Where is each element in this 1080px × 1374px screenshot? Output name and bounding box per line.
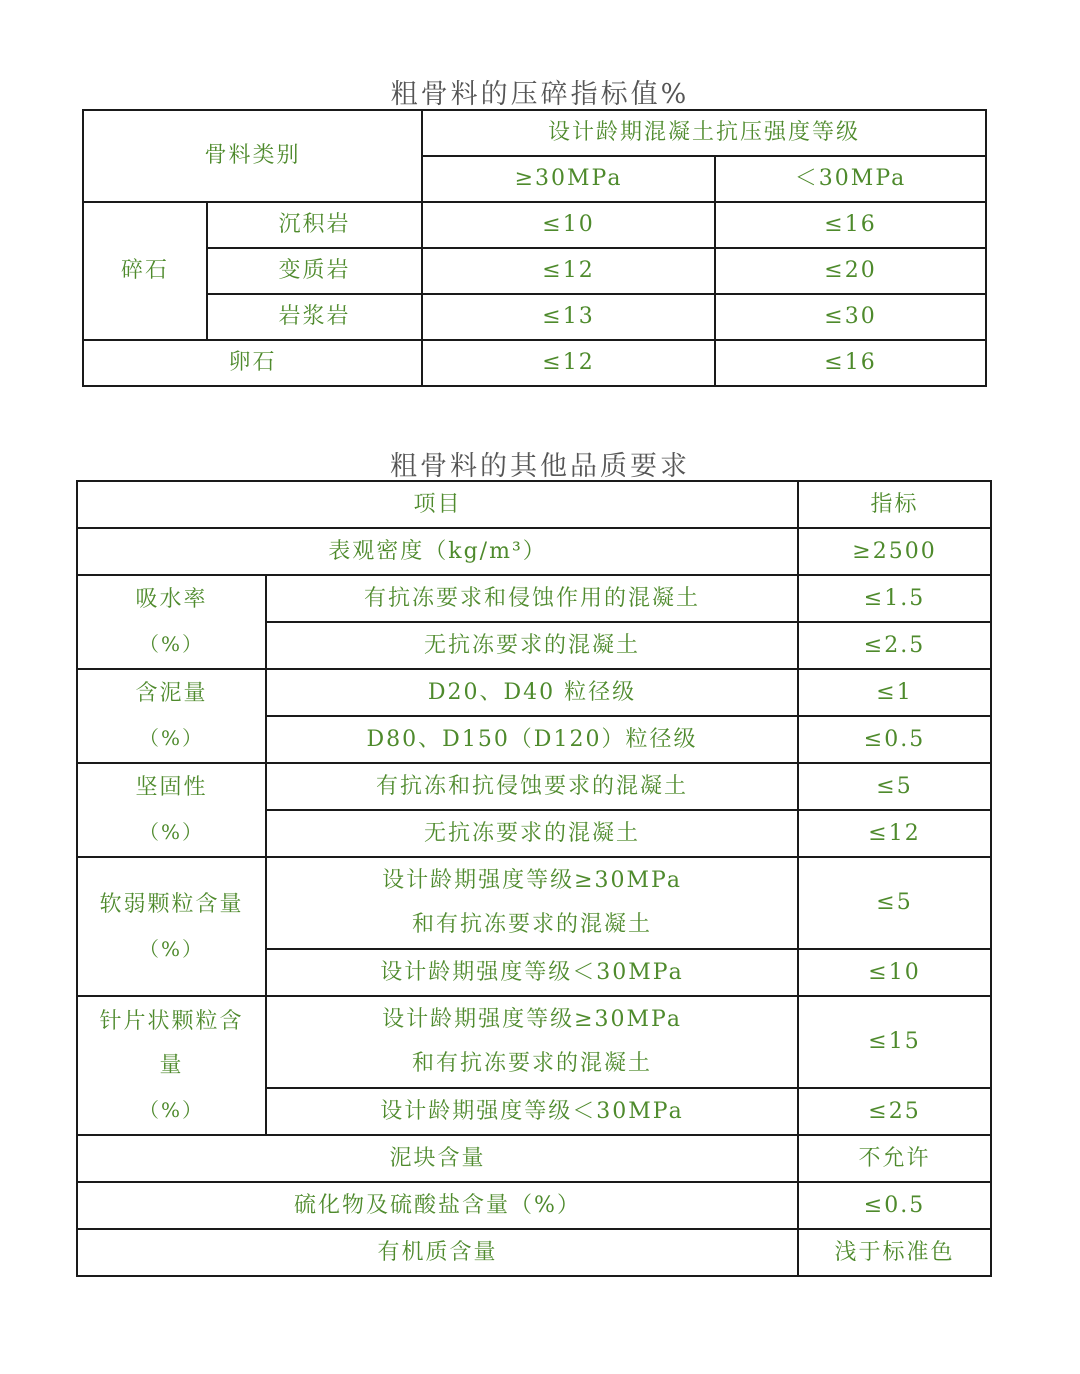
condition-line: 和有抗冻要求的混凝土 <box>412 1051 653 1076</box>
table-row <box>77 669 991 716</box>
header-high-strength: ≥30MPa <box>422 156 715 202</box>
header-strength-grade: 设计龄期混凝土抗压强度等级 <box>422 110 986 156</box>
table-row <box>77 763 991 810</box>
quality-table-title: 粗骨料的其他品质要求 <box>390 451 690 482</box>
value-cell: ≤16 <box>715 202 986 248</box>
table-row <box>77 1182 991 1229</box>
table-row <box>77 528 991 575</box>
value-cell: ≤10 <box>422 202 715 248</box>
table-row <box>77 857 991 949</box>
value-cell: 不允许 <box>798 1135 991 1182</box>
value-cell: ≤15 <box>798 996 991 1088</box>
condition-cell: 设计龄期强度等级＜30MPa <box>266 1088 798 1135</box>
table-row <box>83 294 986 340</box>
condition-cell: 设计龄期强度等级＜30MPa <box>266 949 798 996</box>
table-row <box>77 575 991 622</box>
rock-type-cell: 岩浆岩 <box>207 294 422 340</box>
value-cell: ≤12 <box>798 810 991 857</box>
value-cell: ≤2.5 <box>798 622 991 669</box>
category-unit: （%） <box>138 1097 204 1122</box>
value-cell: 浅于标准色 <box>798 1229 991 1276</box>
category-name: 针片状颗粒含 <box>99 1008 244 1034</box>
value-cell: ≤0.5 <box>798 1182 991 1229</box>
table-row <box>77 996 991 1088</box>
apparent-density-label: 表观密度（kg/m³） <box>77 528 798 575</box>
condition-cell: D80、D150（D120）粒径级 <box>266 716 798 763</box>
value-cell: ≤25 <box>798 1088 991 1135</box>
table-row <box>77 481 991 528</box>
value-cell: ≤20 <box>715 248 986 294</box>
clay-lumps-label: 泥块含量 <box>77 1135 798 1182</box>
category-unit: （%） <box>138 820 204 844</box>
crushing-table-title: 粗骨料的压碎指标值% <box>390 79 690 110</box>
value-cell: ≤12 <box>422 248 715 294</box>
condition-cell: 无抗冻要求的混凝土 <box>266 622 798 669</box>
rock-type-cell: 沉积岩 <box>207 202 422 248</box>
category-unit: （%） <box>138 936 204 961</box>
crushed-stone-label: 碎石 <box>83 202 207 340</box>
table-row <box>77 1135 991 1182</box>
header-item: 项目 <box>77 481 798 528</box>
category-name-cont: 量 <box>159 1052 184 1078</box>
value-cell: ≤0.5 <box>798 716 991 763</box>
value-cell: ≤5 <box>798 763 991 810</box>
condition-cell <box>266 996 798 1088</box>
crushing-index-table <box>82 109 987 387</box>
category-name: 含泥量 <box>135 681 208 706</box>
pebble-label: 卵石 <box>83 340 422 386</box>
value-cell: ≤13 <box>422 294 715 340</box>
value-cell: ≤16 <box>715 340 986 386</box>
category-name: 吸水率 <box>135 587 208 612</box>
soft-particles-label <box>77 857 266 996</box>
value-cell: ≤1 <box>798 669 991 716</box>
header-low-strength: ＜30MPa <box>715 156 986 202</box>
condition-cell: D20、D40 粒径级 <box>266 669 798 716</box>
condition-cell <box>266 857 798 949</box>
value-cell: ≥2500 <box>798 528 991 575</box>
table-row <box>83 202 986 248</box>
header-index: 指标 <box>798 481 991 528</box>
rock-type-cell: 变质岩 <box>207 248 422 294</box>
value-cell: ≤10 <box>798 949 991 996</box>
value-cell: ≤1.5 <box>798 575 991 622</box>
category-unit: （%） <box>138 632 204 656</box>
condition-line: 和有抗冻要求的混凝土 <box>412 912 653 937</box>
water-absorption-label <box>77 575 266 669</box>
category-name: 软弱颗粒含量 <box>99 891 244 917</box>
organic-matter-label: 有机质含量 <box>77 1229 798 1276</box>
table-row <box>83 340 986 386</box>
table-row <box>83 110 986 156</box>
condition-line: 设计龄期强度等级≥30MPa <box>382 1007 682 1032</box>
table-row <box>83 248 986 294</box>
quality-requirements-table <box>76 480 992 1277</box>
category-unit: （%） <box>138 726 204 750</box>
value-cell: ≤30 <box>715 294 986 340</box>
sulfide-label: 硫化物及硫酸盐含量（%） <box>77 1182 798 1229</box>
condition-cell: 有抗冻和抗侵蚀要求的混凝土 <box>266 763 798 810</box>
header-aggregate-category: 骨料类别 <box>83 110 422 202</box>
value-cell: ≤5 <box>798 857 991 949</box>
mud-content-label <box>77 669 266 763</box>
condition-line: 设计龄期强度等级≥30MPa <box>382 868 682 893</box>
value-cell: ≤12 <box>422 340 715 386</box>
table-row <box>77 1229 991 1276</box>
category-name: 坚固性 <box>135 775 208 800</box>
condition-cell: 无抗冻要求的混凝土 <box>266 810 798 857</box>
flaky-particles-label <box>77 996 266 1135</box>
condition-cell: 有抗冻要求和侵蚀作用的混凝土 <box>266 575 798 622</box>
soundness-label <box>77 763 266 857</box>
